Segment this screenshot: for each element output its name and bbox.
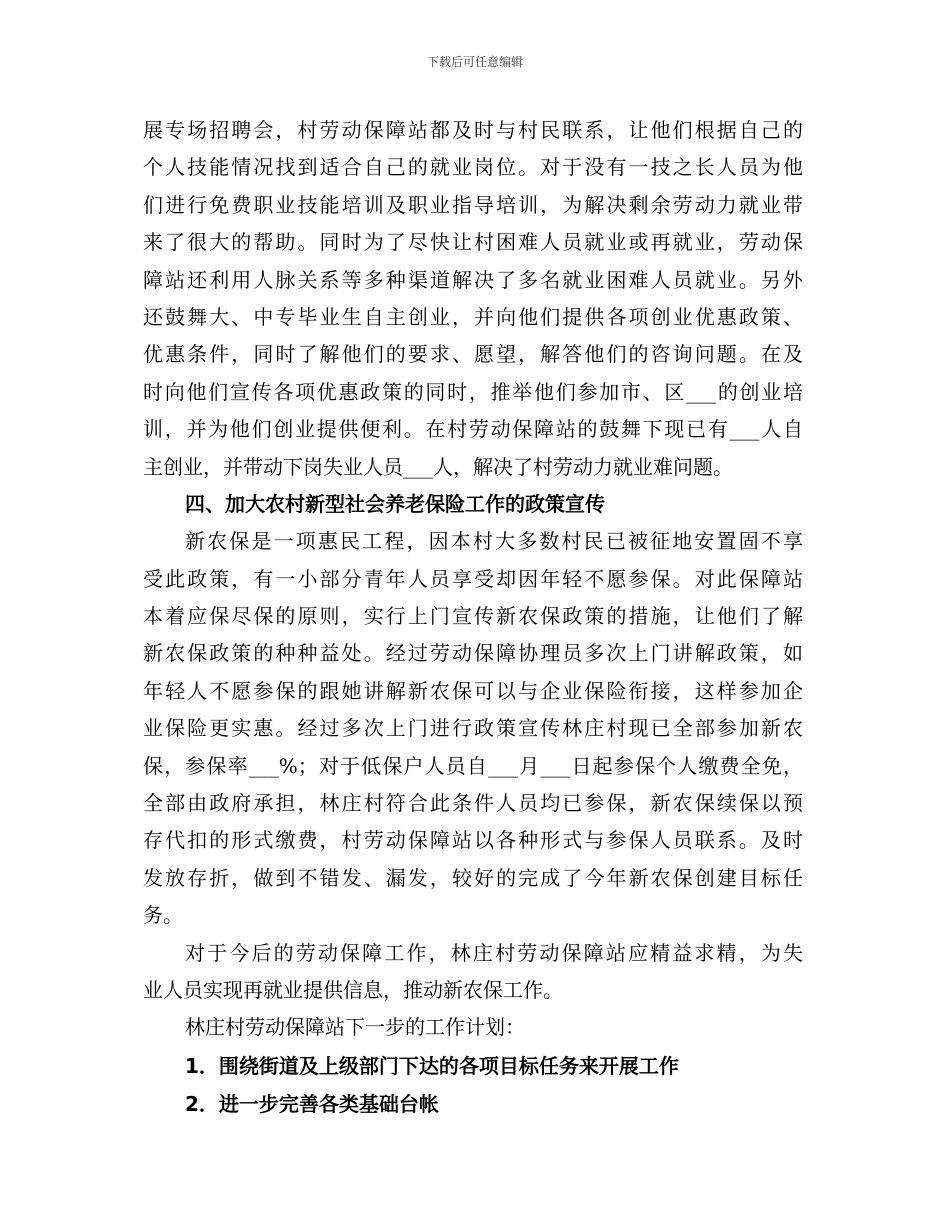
- paragraph-line: 们进行免费职业技能培训及职业指导培训，为解决剩余劳动力就业带: [143, 192, 803, 217]
- paragraph-line: 障站还利用人脉关系等多种渠道解决了多名就业困难人员就业。另外: [143, 267, 803, 292]
- paragraph-line: 个人技能情况找到适合自己的就业岗位。对于没有一技之长人员为他: [143, 155, 803, 180]
- page-header: 下载后可任意编辑: [426, 55, 523, 69]
- paragraph-line: 年轻人不愿参保的跟她讲解新农保可以与企业保险衔接，这样参加企: [143, 678, 803, 703]
- paragraph-line: 主创业，并带动下岗失业人员___人，解决了村劳动力就业难问题。: [143, 454, 733, 479]
- document-body: [143, 112, 803, 1123]
- paragraph-line: 务。: [143, 903, 183, 928]
- paragraph-line: 本着应保尽保的原则，实行上门宣传新农保政策的措施，让他们了解: [143, 604, 803, 629]
- plan-item: 1．围绕街道及上级部门下达的各项目标任务来开展工作: [185, 1053, 679, 1078]
- paragraph-line: 业保险更实惠。经过多次上门进行政策宣传林庄村现已全部参加新农: [143, 716, 803, 741]
- paragraph-line: 保，参保率___%；对于低保户人员自___月___日起参保个人缴费全免，: [143, 753, 803, 778]
- plan-intro-line: 林庄村劳动保障站下一步的工作计划：: [185, 1015, 525, 1040]
- paragraph-line: 展专场招聘会，村劳动保障站都及时与村民联系，让他们根据自己的: [143, 118, 803, 142]
- paragraph-line: 全部由政府承担，林庄村符合此条件人员均已参保，新农保续保以预: [143, 791, 803, 816]
- paragraph-line: 还鼓舞大、中专毕业生自主创业，并向他们提供各项创业优惠政策、: [143, 304, 803, 329]
- paragraph-line: 训，并为他们创业提供便利。在村劳动保障站的鼓舞下现已有___人自: [143, 417, 803, 442]
- paragraph-line: 业人员实现再就业提供信息，推动新农保工作。: [143, 977, 563, 1002]
- paragraph-line: 受此政策，有一小部分青年人员享受却因年轻不愿参保。对此保障站: [143, 566, 803, 591]
- paragraph-line: 时向他们宣传各项优惠政策的同时，推举他们参加市、区___的创业培: [143, 379, 803, 404]
- paragraph-line: 来了很大的帮助。同时为了尽快让村困难人员就业或再就业，劳动保: [143, 230, 803, 255]
- paragraph-line: 存代扣的形式缴费，村劳动保障站以各种形式与参保人员联系。及时: [143, 828, 803, 853]
- paragraph-line: 发放存折，做到不错发、漏发，较好的完成了今年新农保创建目标任: [143, 865, 803, 890]
- paragraph-line: 优惠条件，同时了解他们的要求、愿望，解答他们的咨询问题。在及: [143, 342, 803, 367]
- paragraph-line: 新农保政策的种种益处。经过劳动保障协理员多次上门讲解政策，如: [143, 641, 803, 666]
- paragraph-line: 对于今后的劳动保障工作，林庄村劳动保障站应精益求精，为失: [185, 940, 803, 965]
- plan-item: 2．进一步完善各类基础台帐: [185, 1091, 439, 1116]
- section-heading: 四、加大农村新型社会养老保险工作的政策宣传: [185, 491, 605, 516]
- paragraph-line: 新农保是一项惠民工程，因本村大多数村民已被征地安置固不享: [185, 529, 803, 554]
